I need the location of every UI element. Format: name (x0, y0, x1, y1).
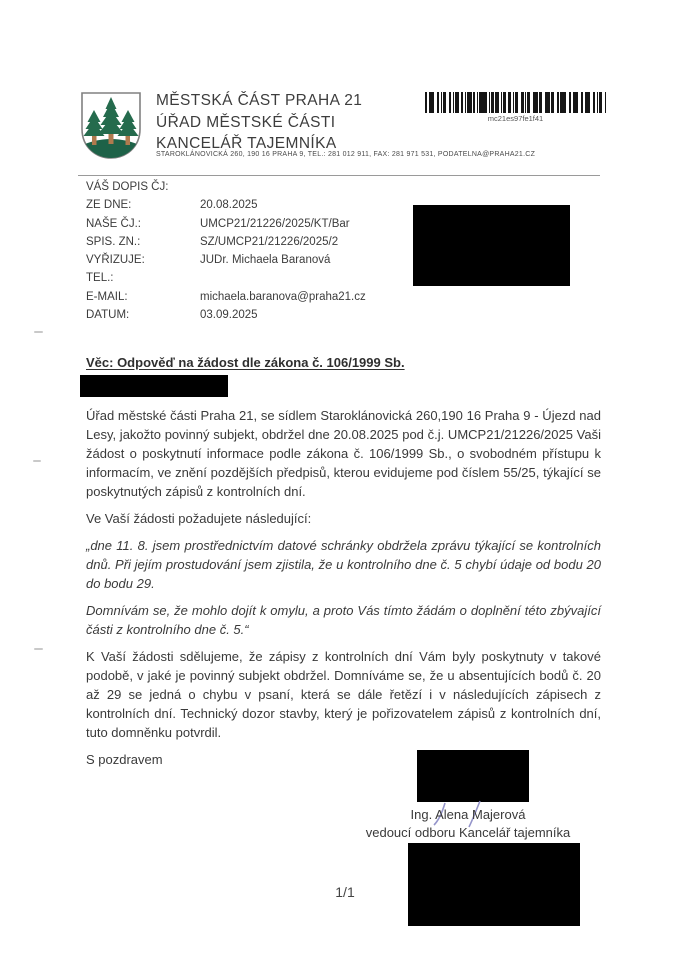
redaction-box-recipient (413, 205, 570, 286)
fold-mark (34, 331, 43, 333)
redaction-box-addressee (80, 375, 228, 397)
subject-line: Věc: Odpověď na žádost dle zákona č. 106/1999 Sb. (86, 355, 405, 370)
paragraph-quote-1: „dne 11. 8. jsem prostřednictvím datové schránky obdržela zprávu týkající se kontrolních dnů. Při jejím prostudování jsem zjistila, že u kontrolního dne č. 5 chybí údaje od bodu 20 do bodu 29. (86, 538, 601, 591)
org-line-3: KANCELÁŘ TAJEMNÍKA (156, 135, 337, 152)
meta-value: SZ/UMCP21/21226/2025/2 (200, 235, 339, 248)
paragraph-intro: Úřad městské části Praha 21, se sídlem Staroklánovická 260,190 16 Praha 9 - Újezd nad Lesy, jakožto povinný subjekt, obdržel dne 20.08.2025 pod č.j. UMCP21/21226/2025 Vaši žádost o poskytnutí informace podle zákona č. 106/1999 Sb., o svobodném přístupu k informacím, ve znění pozdějších předpisů, kterou evidujeme pod číslem 55/25, týkající se poskytnutých zápisů z kontrolních dní. (86, 408, 601, 499)
letter-body (86, 406, 601, 777)
org-address-line: STAROKLÁNOVICKÁ 260, 190 16 PRAHA 9, TEL.: 281 012 911, FAX: 281 971 531, PODATELNA@PRAHA21.CZ (156, 151, 536, 158)
meta-label: DATUM: (86, 309, 130, 322)
meta-label: VÁŠ DOPIS ČJ: (86, 181, 169, 193)
meta-value: UMCP21/21226/2025/KT/Bar (200, 217, 350, 230)
org-line-2: ÚŘAD MĚSTSKÉ ČÁSTI (156, 113, 336, 131)
page-number: 1/1 (335, 884, 355, 900)
meta-row (86, 306, 366, 324)
meta-row (86, 233, 366, 251)
meta-label: NAŠE ČJ.: (86, 217, 141, 230)
fold-mark (34, 648, 43, 650)
paragraph-answer: K Vaší žádosti sdělujeme, že zápisy z kontrolních dní Vám byly poskytnuty v takové podobě, v jaké je povinný subjekt obdržel. Domníváme se, že u absentujících bodů č. 20 až 29 se jedná o chybu v psaní, která se dále řetězí i v následujících zápisech z kontrolních dní. Technický dozor stavby, který je pořizovatelem zápisů z kontrolních dní, tuto domněnku potvrdil. (86, 649, 601, 740)
barcode (425, 92, 606, 123)
header-divider (78, 175, 600, 176)
meta-row (86, 288, 366, 306)
signature-block (353, 806, 583, 842)
signer-title: vedoucí odboru Kancelář tajemníka (365, 825, 571, 840)
meta-label: E-MAIL: (86, 290, 128, 303)
reference-block (86, 178, 366, 324)
meta-row (86, 196, 366, 214)
praha21-coat-of-arms-logo (80, 91, 142, 160)
barcode-bars (425, 92, 606, 113)
meta-label: TEL.: (86, 272, 114, 285)
meta-value: 20.08.2025 (200, 199, 258, 212)
meta-row (86, 178, 366, 196)
meta-value: michaela.baranova@praha21.cz (200, 290, 366, 303)
meta-row (86, 215, 366, 233)
meta-value: JUDr. Michaela Baranová (200, 254, 331, 267)
paragraph-request-lead: Ve Vaší žádosti požadujete následující: (86, 511, 312, 526)
paragraph-quote-2: Domnívám se, že mohlo dojít k omylu, a proto Vás tímto žádám o doplnění této zbývající části z kontrolního dne č. 5.“ (86, 603, 601, 637)
signer-name: Ing. Alena Majerová (410, 807, 526, 822)
meta-label: ZE DNE: (86, 199, 132, 212)
org-line-1: MĚSTSKÁ ČÁST PRAHA 21 (156, 92, 363, 109)
org-title (156, 90, 362, 155)
meta-label: VYŘIZUJE: (86, 254, 145, 267)
meta-row (86, 269, 366, 287)
meta-row (86, 251, 366, 269)
meta-value (200, 269, 366, 287)
closing-salutation: S pozdravem (86, 752, 163, 767)
meta-label: SPIS. ZN.: (86, 235, 141, 248)
fold-mark (33, 460, 41, 462)
barcode-label: mc21es97fe1f41 (487, 114, 544, 123)
meta-value (200, 178, 366, 196)
meta-value: 03.09.2025 (200, 309, 258, 322)
redaction-box-footer (408, 843, 580, 926)
